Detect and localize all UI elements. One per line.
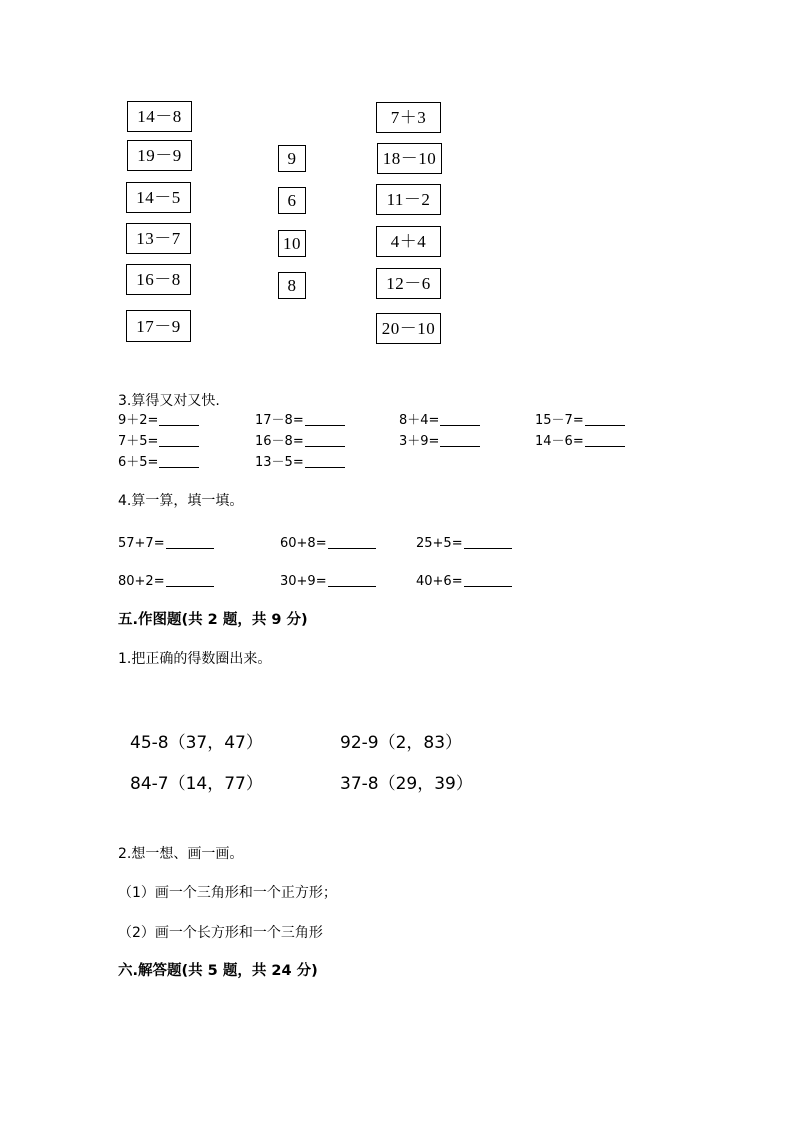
section-5-q1-title: 1.把正确的得数圈出来。 — [118, 651, 272, 667]
left-expression-box-1 — [127, 101, 192, 132]
q3-item — [118, 456, 199, 469]
q3-expression: 7＋5= — [118, 434, 159, 449]
q4-expression: 57+7= — [118, 536, 165, 551]
circle-item: 92-9（2，83） — [340, 733, 463, 753]
section-5-heading: 五.作图题(共 2 题，共 9 分) — [118, 612, 308, 628]
answer-blank — [159, 466, 199, 468]
answer-blank — [305, 424, 345, 426]
middle-number-text: 6 — [287, 191, 297, 210]
right-expression-text: 18－10 — [382, 149, 437, 168]
middle-number-box-2 — [278, 187, 306, 214]
right-expression-text: 11－2 — [386, 190, 431, 209]
middle-number-box-1 — [278, 145, 306, 172]
answer-blank — [166, 547, 214, 549]
q3-expression: 14－6= — [535, 434, 584, 449]
answer-blank — [328, 547, 376, 549]
answer-blank — [159, 445, 199, 447]
q4-expression: 80+2= — [118, 574, 165, 589]
q3-expression: 9＋2= — [118, 413, 159, 428]
q3-item — [118, 414, 199, 427]
q4-item — [118, 537, 214, 550]
middle-number-text: 9 — [287, 149, 297, 168]
answer-blank — [585, 445, 625, 447]
q4-item — [280, 537, 376, 550]
right-expression-text: 7＋3 — [390, 108, 427, 127]
right-expression-box-3 — [376, 184, 441, 215]
q3-item — [535, 435, 625, 448]
q4-item — [280, 575, 376, 588]
answer-blank — [328, 585, 376, 587]
answer-blank — [305, 445, 345, 447]
right-expression-text: 12－6 — [386, 274, 431, 293]
q4-item — [416, 575, 512, 588]
answer-blank — [159, 424, 199, 426]
answer-blank — [464, 547, 512, 549]
q3-expression: 3＋9= — [399, 434, 440, 449]
q3-expression: 6＋5= — [118, 455, 159, 470]
circle-item: 45-8（37，47） — [130, 733, 263, 753]
middle-number-box-4 — [278, 272, 306, 299]
left-expression-box-4 — [126, 223, 191, 254]
left-expression-box-6 — [126, 310, 191, 342]
answer-blank — [585, 424, 625, 426]
left-expression-text: 19－9 — [137, 146, 182, 165]
drawing-task: （1）画一个三角形和一个正方形； — [118, 885, 337, 901]
q4-expression: 30+9= — [280, 574, 327, 589]
right-expression-box-2 — [377, 143, 442, 174]
q4-item — [416, 537, 512, 550]
right-expression-box-1 — [376, 102, 441, 133]
q3-item — [118, 435, 199, 448]
answer-blank — [305, 466, 345, 468]
q3-expression: 13－5= — [255, 455, 304, 470]
q4-expression: 25+5= — [416, 536, 463, 551]
circle-item: 37-8（29，39） — [340, 774, 473, 794]
left-expression-text: 13－7 — [136, 229, 181, 248]
q3-expression: 15－7= — [535, 413, 584, 428]
q3-expression: 16－8= — [255, 434, 304, 449]
left-expression-text: 16－8 — [136, 270, 181, 289]
answer-blank — [464, 585, 512, 587]
circle-item: 84-7（14，77） — [130, 774, 263, 794]
right-expression-box-4 — [376, 226, 441, 257]
drawing-task: （2）画一个长方形和一个三角形 — [118, 925, 323, 941]
middle-number-box-3 — [278, 230, 306, 257]
q3-item — [535, 414, 625, 427]
left-expression-box-3 — [126, 182, 191, 213]
middle-number-text: 8 — [287, 276, 297, 295]
q4-title: 4.算一算，填一填。 — [118, 493, 244, 509]
answer-blank — [166, 585, 214, 587]
right-expression-box-6 — [376, 313, 441, 344]
left-expression-text: 14－8 — [137, 107, 182, 126]
q4-expression: 60+8= — [280, 536, 327, 551]
q3-item — [255, 414, 345, 427]
right-expression-text: 20－10 — [381, 319, 436, 338]
q3-expression: 17－8= — [255, 413, 304, 428]
section-5-q2-title: 2.想一想、画一画。 — [118, 846, 244, 862]
right-expression-box-5 — [376, 268, 441, 299]
q4-expression: 40+6= — [416, 574, 463, 589]
left-expression-text: 17－9 — [136, 316, 181, 336]
q3-expression: 8＋4= — [399, 413, 440, 428]
left-expression-text: 14－5 — [136, 188, 181, 207]
left-expression-box-2 — [127, 140, 192, 171]
q3-item — [399, 414, 480, 427]
q3-item — [255, 456, 345, 469]
q3-title: 3.算得又对又快. — [118, 393, 220, 409]
answer-blank — [440, 445, 480, 447]
right-expression-text: 4＋4 — [390, 232, 427, 251]
q4-item — [118, 575, 214, 588]
left-expression-box-5 — [126, 264, 191, 295]
q3-item — [399, 435, 480, 448]
answer-blank — [440, 424, 480, 426]
q3-item — [255, 435, 345, 448]
section-6-heading: 六.解答题(共 5 题，共 24 分) — [118, 963, 318, 979]
middle-number-text: 10 — [283, 234, 301, 253]
